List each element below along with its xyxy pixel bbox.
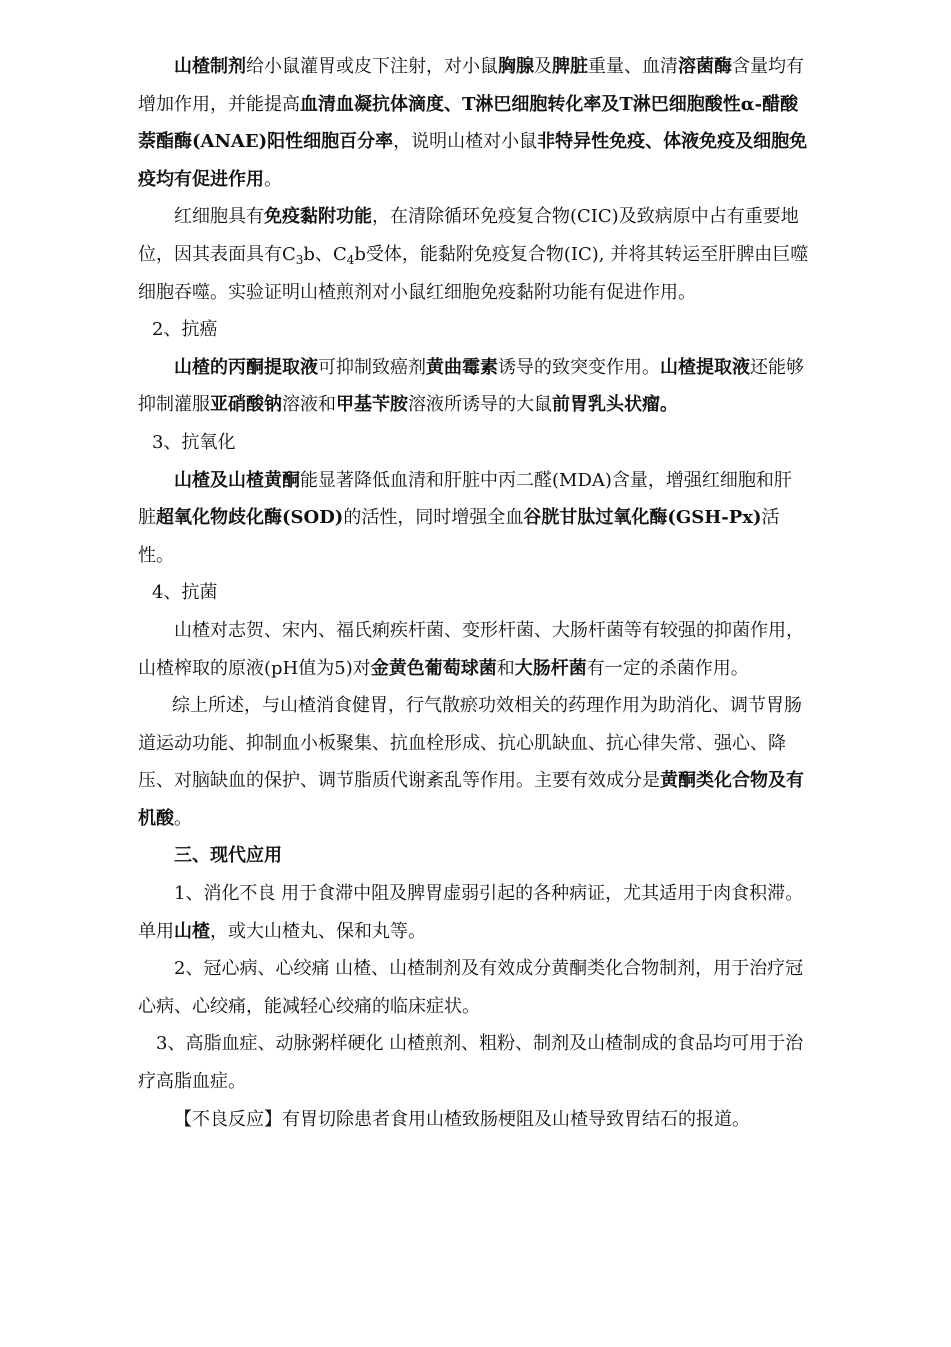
text-run: 红细胞具有 bbox=[174, 206, 264, 228]
text-run: 山楂对志贺、宋内、福氏痢疾杆菌、变形杆菌、大肠杆菌等有较强的抑菌作用，山楂榨取的原液(pH值为5)对 bbox=[138, 619, 804, 679]
bold-term: 亚硝酸钠 bbox=[210, 394, 282, 416]
text-run: 和 bbox=[496, 657, 515, 679]
bold-term: 溶菌酶 bbox=[678, 56, 732, 77]
text-run: ，或大山楂丸、保和丸等。 bbox=[210, 920, 426, 942]
paragraph-antibacterial bbox=[138, 612, 809, 687]
text-run: 含量均有增加作用，并能提高 bbox=[138, 56, 804, 115]
text-run: 综上所述，与山楂消食健胃，行气散瘀功效相关的药理作用为助消化、调节胃肠道运动功能、抑制血小板聚集、抗血栓形成、抗心肌缺血、抗心律失常、强心、降压、对脑缺血的保护、调节脂质代谢紊乱等作用。主要有效成分是 bbox=[138, 695, 802, 792]
bold-term: 大肠杆菌 bbox=[514, 657, 587, 679]
section-heading-antioxidant: 3、抗氧化 bbox=[152, 431, 236, 453]
paragraph-hyperlipidemia: 3、高脂血症、动脉粥样硬化 山楂煎剂、粗粉、制剂及山楂制成的食品均可用于治疗高脂血症。 bbox=[138, 1033, 804, 1093]
bold-term: 提取液 bbox=[264, 356, 318, 378]
bold-term: 山楂 bbox=[174, 920, 210, 942]
subscript: 4 bbox=[346, 252, 355, 267]
paragraph-immune-effects bbox=[138, 48, 809, 198]
bold-term: 黄曲霉素 bbox=[426, 356, 498, 378]
section-heading-anticancer: 2、抗癌 bbox=[152, 319, 218, 341]
bold-term: 谷胱甘肽过氧化酶(GSH-Px) bbox=[523, 507, 762, 529]
text-run: 活性。 bbox=[138, 507, 780, 566]
paragraph-antioxidant bbox=[138, 462, 809, 575]
section-heading-antibacterial: 4、抗菌 bbox=[152, 582, 218, 604]
text-run: 可抑制致癌剂 bbox=[318, 356, 426, 378]
bold-term: 免疫黏附功能 bbox=[264, 206, 372, 228]
bold-term: 血清血凝抗体滴度、T淋巴细胞转化率及T淋巴细胞酸性α-醋酸萘酯酶(ANAE)阳性细胞百分率 bbox=[138, 93, 799, 153]
text-run: b、C bbox=[303, 243, 347, 265]
text-run: 重量、血清 bbox=[588, 56, 678, 77]
bold-term: 非特异性免疫、体液免疫及细胞免疫均有促进作用 bbox=[138, 131, 808, 190]
bold-term: 山楂的丙酮 bbox=[174, 356, 264, 378]
text-run: 溶液所诱导的大鼠 bbox=[408, 394, 552, 416]
paragraph-indigestion bbox=[138, 875, 809, 950]
text-run: 能显著降低血清和肝脏中丙二醛(MDA)含量，增强红细胞和肝脏 bbox=[138, 469, 792, 529]
paragraph-red-cell-adhesion bbox=[138, 198, 809, 311]
text-run: 诱导的致突变作用。 bbox=[498, 356, 660, 378]
bold-term: 甲基苄胺 bbox=[336, 394, 408, 416]
text-run: ，在清除循环免疫复合物(CIC)及致病原中占有重要地位，因其表面具有C bbox=[138, 206, 799, 265]
text-run: 还能够抑制灌服 bbox=[138, 356, 804, 416]
bold-term: 超氧化物歧化酶(SOD) bbox=[156, 507, 344, 529]
bold-term: 脾脏 bbox=[552, 56, 588, 77]
text-run: 有一定的杀菌作用。 bbox=[586, 657, 749, 679]
bold-term: 胸腺 bbox=[498, 56, 534, 77]
text-run: 的活性，同时增强全血 bbox=[343, 507, 524, 529]
text-run: 给小鼠灌胃或皮下注射，对小鼠 bbox=[246, 56, 498, 77]
subscript: 3 bbox=[295, 252, 304, 267]
section-heading-modern-use: 三、现代应用 bbox=[174, 845, 282, 867]
paragraph-anticancer bbox=[138, 349, 809, 424]
bold-term: 前胃乳头状瘤。 bbox=[552, 394, 678, 416]
bold-term: 山楂制剂 bbox=[174, 56, 246, 77]
text-run: 及 bbox=[534, 56, 552, 77]
paragraph-adverse-reactions: 【不良反应】有胃切除患者食用山楂致肠梗阻及山楂导致胃结石的报道。 bbox=[174, 1108, 750, 1130]
paragraph-summary bbox=[138, 687, 809, 837]
text-run: 。 bbox=[174, 807, 192, 829]
bold-term: 黄酮类化合物及有机酸 bbox=[138, 770, 804, 829]
text-run: ，说明山楂对小鼠 bbox=[393, 131, 538, 153]
text-run: 。 bbox=[264, 168, 282, 190]
bold-term: 金黄色葡萄球菌 bbox=[370, 657, 497, 679]
text-run: 1、消化不良 用于食滞中阻及脾胃虚弱引起的各种病证，尤其适用于肉食积滞。单用 bbox=[138, 883, 804, 942]
bold-term: 山楂及山楂黄酮 bbox=[174, 469, 300, 491]
text-run: 溶液和 bbox=[282, 394, 336, 416]
text-run: b受体，能黏附免疫复合物(IC), 并将其转运至肝脾由巨噬细胞吞噬。实验证明山楂煎剂对小鼠红细胞免疫黏附功能有促进作用。 bbox=[138, 243, 809, 303]
bold-term: 山楂提取液 bbox=[660, 356, 750, 378]
paragraph-coronary-disease: 2、冠心病、心绞痛 山楂、山楂制剂及有效成分黄酮类化合物制剂，用于治疗冠心病、心绞痛，能减轻心绞痛的临床症状。 bbox=[138, 958, 804, 1017]
